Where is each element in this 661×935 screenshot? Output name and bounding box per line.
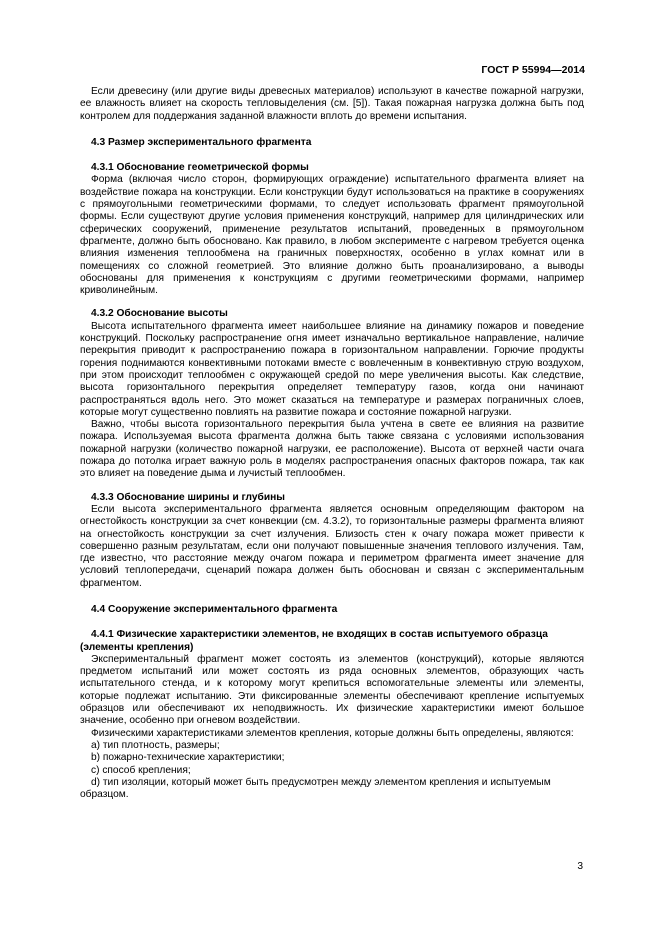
section-4-3-title: 4.3 Размер экспериментального фрагмента bbox=[91, 136, 312, 148]
section-4-4-1-paragraph-1: Экспериментальный фрагмент может состоять из элементов (конструкций), которые являются предметом испытаний или может состоять из ряда основных элементов, образующих часть испытательного стенда, и к которому могут крепиться вспомогательные элементы или элементы, которые подлежат испытанию. Эти фиксированные элементы обеспечивают крепление испытуемых образцов или обеспечивают их неподвижность. Их физические характеристики имеют большое значение, особенно при огневом воздействии. bbox=[80, 653, 584, 727]
section-4-3-2-paragraph-2: Важно, чтобы высота горизонтального перекрытия была учтена в свете ее влияния на развитие пожара. Используемая высота фрагмента должна быть также связана с условиями использования пожарной нагрузки (количество пожарной нагрузки, ее расположение). Высота от верхней части очага пожара до потолка играет важную роль в моделях распространения опасных факторов пожара, так как это влияет на поведение дыма и лучистый теплообмен. bbox=[80, 419, 584, 480]
section-4-4-1-paragraph-2: Физическими характеристиками элементов крепления, которые должны быть определены, являются: bbox=[91, 727, 574, 739]
page-number: 3 bbox=[577, 861, 583, 872]
list-item: d) тип изоляции, который может быть предусмотрен между элементом крепления и испытуемым образцом. bbox=[80, 776, 551, 801]
intro-paragraph: Если древесину (или другие виды древесных материалов) используют в качестве пожарной нагрузки, ее влажность влияет на скорость тепловыделения (см. [5]). Такая пожарная нагрузка должна быть под контролем для поддержания заданной влажности вплоть до времени испытания. bbox=[80, 86, 584, 122]
section-4-3-1-paragraph: Форма (включая число сторон, формирующих ограждение) испытательного фрагмента влияет на воздействие пожара на конструкции. Если конструкции будут использоваться на практике в сооружениях с прямоугольными геометрическими формами, то следует использовать фрагмент прямоугольной формы. Если существуют другие условия применения конструкций, например для цилиндрических или сферических сооружений, применение результатов испытаний, проведенных в прямоугольном фрагменте, должно быть обосновано. Как правило, в любом эксперименте с нагревом требуется оценка влияния изменения теплообмена на граничных поверхностях, особенно в углах комнат или в помещениях со сложной геометрией. Это влияние должно быть проанализировано, а выводы обоснованы для применения к конструкциям с другими геометрическими формами, например криволинейным. bbox=[80, 174, 584, 297]
section-4-3-3-title: 4.3.3 Обоснование ширины и глубины bbox=[91, 491, 285, 503]
section-4-3-1-title: 4.3.1 Обоснование геометрической формы bbox=[91, 162, 309, 174]
standard-number: ГОСТ Р 55994—2014 bbox=[481, 64, 585, 76]
section-4-4-title: 4.4 Сооружение экспериментального фрагмента bbox=[91, 603, 338, 615]
list-item: а) тип плотность, размеры; bbox=[91, 739, 220, 751]
document-body bbox=[80, 86, 584, 801]
section-4-3-2-paragraph-1: Высота испытательного фрагмента имеет наибольшее влияние на динамику пожаров и поведение конструкций. Поскольку распространение огня имеет изначально вертикальное направление, наличие перекрытия приводит к распространению пожара в горизонтальном направлении. Горючие продукты горения поднимаются конвективными потоками вместе с вовлеченным в конвективную струю воздухом, при этом происходит теплообмен с окружающей средой по мере увеличения высоты. Как следствие, высота горизонтального перекрытия определяет температуру газов, когда они начинают распространяться вдоль него. Это может сказаться на температуре и размерах пограничных слоев, которые могут существенно повлиять на развитие пожара и состояние пожарной нагрузки. bbox=[80, 320, 584, 418]
section-4-4-1-title: 4.4.1 Физические характеристики элементов, не входящих в состав испытуемого образца (элементы крепления) bbox=[80, 629, 548, 653]
section-4-3-2-title: 4.3.2 Обоснование высоты bbox=[91, 308, 228, 320]
section-4-3-3-paragraph: Если высота экспериментального фрагмента является основным определяющим фактором на огнестойкость конструкции за счет конвекции (см. 4.3.2), то горизонтальные размеры фрагмента влияют на огнестойкость конструкции за счет излучения. Близость стен к очагу пожара может привести к совершенно разным результатам, если они получают повышенные значения теплового излучения. Там, где известно, что расстояние между очагом пожара и периметром фрагмента имеет значение для условий теплопередачи, сценарий пожара должен быть обоснован и связан с экспериментальным фрагментом. bbox=[80, 503, 584, 589]
list-item: b) пожарно-технические характеристики; bbox=[91, 752, 285, 764]
list-item: с) способ крепления; bbox=[91, 764, 191, 776]
